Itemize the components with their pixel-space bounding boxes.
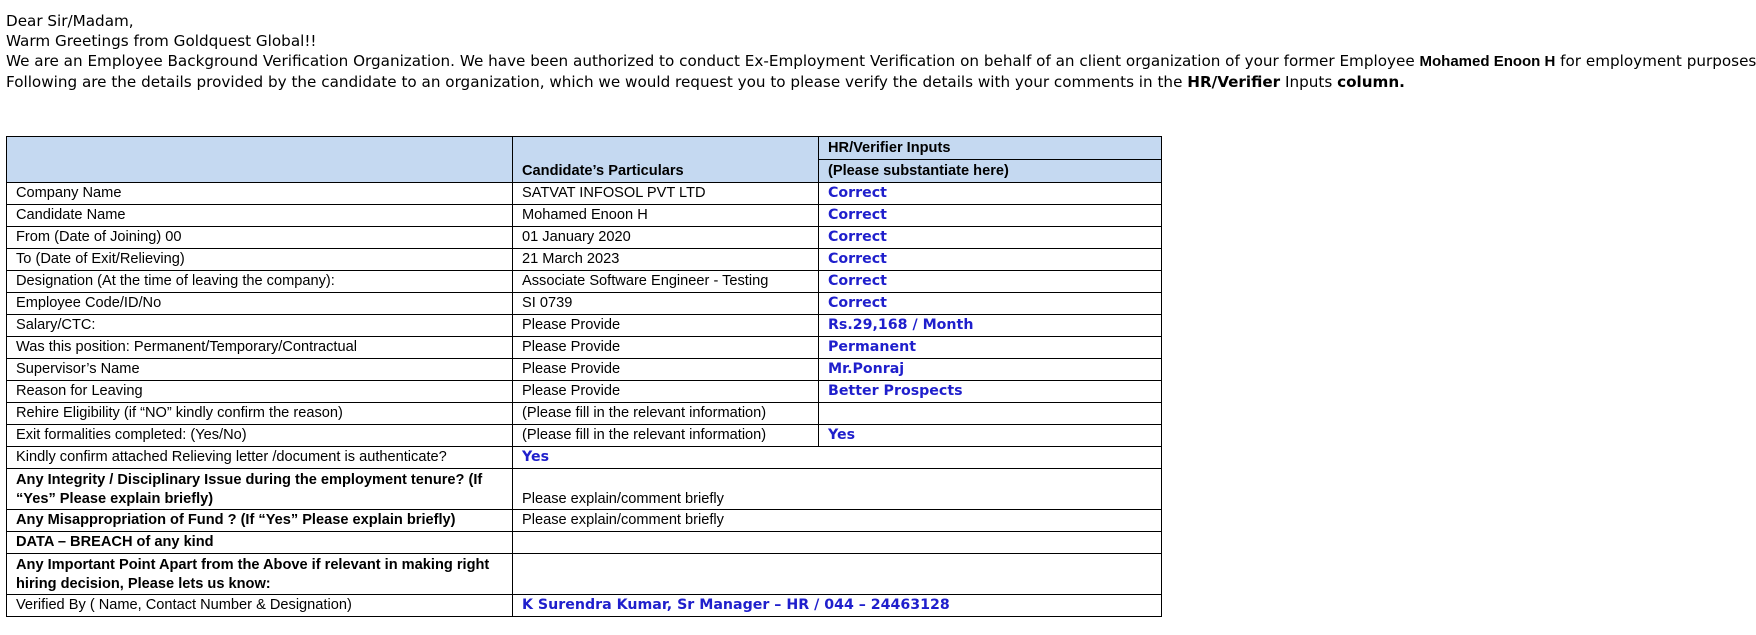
candidate-value: Please Provide — [513, 337, 819, 359]
row-label: To (Date of Exit/Relieving) — [7, 249, 513, 271]
candidate-value: (Please fill in the relevant information) — [513, 425, 819, 447]
authenticity-question: Kindly confirm attached Relieving letter /document is authenticate? — [7, 447, 513, 469]
table-row — [7, 249, 1162, 271]
row-label: Company Name — [7, 183, 513, 205]
letter-intro — [6, 11, 1756, 92]
verifier-response[interactable]: Correct — [819, 293, 1162, 315]
hr-verifier-label: HR/Verifier — [1187, 73, 1281, 91]
candidate-value: Please Provide — [513, 315, 819, 337]
row-label: Was this position: Permanent/Temporary/Contractual — [7, 337, 513, 359]
row-label: Salary/CTC: — [7, 315, 513, 337]
authenticity-answer[interactable]: Yes — [513, 447, 1162, 469]
employee-name: Mohamed Enoon H — [1419, 53, 1556, 70]
table-row — [7, 315, 1162, 337]
verifier-response[interactable]: Correct — [819, 205, 1162, 227]
table-row — [7, 337, 1162, 359]
table-row — [7, 293, 1162, 315]
row-label: From (Date of Joining) 00 — [7, 227, 513, 249]
candidate-value: 01 January 2020 — [513, 227, 819, 249]
row-label: Employee Code/ID/No — [7, 293, 513, 315]
important-point-answer[interactable] — [513, 554, 1162, 595]
intro-paragraph-1 — [6, 51, 1756, 72]
integrity-answer[interactable]: Please explain/comment briefly — [513, 469, 1162, 510]
table-row — [7, 271, 1162, 293]
header-candidate-particulars: Candidate’s Particulars — [513, 137, 819, 183]
row-label: Candidate Name — [7, 205, 513, 227]
verifier-response[interactable]: Permanent — [819, 337, 1162, 359]
misappropriation-question: Any Misappropriation of Fund ? (If “Yes” Please explain briefly) — [7, 510, 513, 532]
table-row — [7, 205, 1162, 227]
verification-table — [6, 136, 1162, 617]
verified-by-row — [7, 595, 1162, 617]
row-label: Rehire Eligibility (if “NO” kindly confirm the reason) — [7, 403, 513, 425]
important-point-question: Any Important Point Apart from the Above if relevant in making right hiring decision, Please lets us know: — [7, 554, 513, 595]
verified-by-answer[interactable]: K Surendra Kumar, Sr Manager – HR / 044 – 24463128 — [513, 595, 1162, 617]
column-word: column. — [1337, 73, 1405, 91]
verifier-response[interactable]: Correct — [819, 271, 1162, 293]
table-row — [7, 183, 1162, 205]
verified-by-label: Verified By ( Name, Contact Number & Designation) — [7, 595, 513, 617]
misappropriation-row — [7, 510, 1162, 532]
candidate-value: 21 March 2023 — [513, 249, 819, 271]
row-label: Supervisor’s Name — [7, 359, 513, 381]
candidate-value: SATVAT INFOSOL PVT LTD — [513, 183, 819, 205]
table-header-row-1 — [7, 137, 1162, 160]
verifier-response[interactable]: Mr.Ponraj — [819, 359, 1162, 381]
header-cell-empty — [7, 137, 513, 183]
header-substantiate: (Please substantiate here) — [819, 160, 1162, 183]
data-breach-row — [7, 532, 1162, 554]
candidate-value: Associate Software Engineer - Testing — [513, 271, 819, 293]
candidate-value: Please Provide — [513, 359, 819, 381]
verifier-response[interactable]: Correct — [819, 183, 1162, 205]
candidate-value: Mohamed Enoon H — [513, 205, 819, 227]
intro-paragraph-2 — [6, 72, 1691, 92]
important-point-row — [7, 554, 1162, 595]
data-breach-answer[interactable] — [513, 532, 1162, 554]
candidate-value: (Please fill in the relevant information) — [513, 403, 819, 425]
verifier-response[interactable] — [819, 403, 1162, 425]
table-row — [7, 227, 1162, 249]
candidate-value: SI 0739 — [513, 293, 819, 315]
table-row — [7, 381, 1162, 403]
para2-prefix: Following are the details provided by the candidate to an organization, which we would request you to please verify the details with your comments in the — [6, 73, 1183, 91]
authenticity-row — [7, 447, 1162, 469]
row-label: Reason for Leaving — [7, 381, 513, 403]
misappropriation-answer[interactable]: Please explain/comment briefly — [513, 510, 1162, 532]
greeting: Warm Greetings from Goldquest Global!! — [6, 32, 317, 50]
verifier-response[interactable]: Correct — [819, 227, 1162, 249]
row-label: Exit formalities completed: (Yes/No) — [7, 425, 513, 447]
table-row — [7, 403, 1162, 425]
candidate-value: Please Provide — [513, 381, 819, 403]
para1-suffix: for employment purposes — [1560, 52, 1756, 70]
salutation: Dear Sir/Madam, — [6, 12, 134, 30]
header-hr-verifier-inputs: HR/Verifier Inputs — [819, 137, 1162, 160]
table-row — [7, 359, 1162, 381]
row-label: Designation (At the time of leaving the company): — [7, 271, 513, 293]
verifier-response[interactable]: Yes — [819, 425, 1162, 447]
table-row — [7, 425, 1162, 447]
integrity-question: Any Integrity / Disciplinary Issue during the employment tenure? (If “Yes” Please explain briefly) — [7, 469, 513, 510]
para1-prefix: We are an Employee Background Verification Organization. We have been authorized to conduct Ex-Employment Verification on behalf of an client organization of your former Employee — [6, 52, 1415, 70]
inputs-word: Inputs — [1285, 73, 1333, 91]
verifier-response[interactable]: Better Prospects — [819, 381, 1162, 403]
verifier-response[interactable]: Correct — [819, 249, 1162, 271]
integrity-row — [7, 469, 1162, 510]
verifier-response[interactable]: Rs.29,168 / Month — [819, 315, 1162, 337]
data-breach-question: DATA – BREACH of any kind — [7, 532, 513, 554]
